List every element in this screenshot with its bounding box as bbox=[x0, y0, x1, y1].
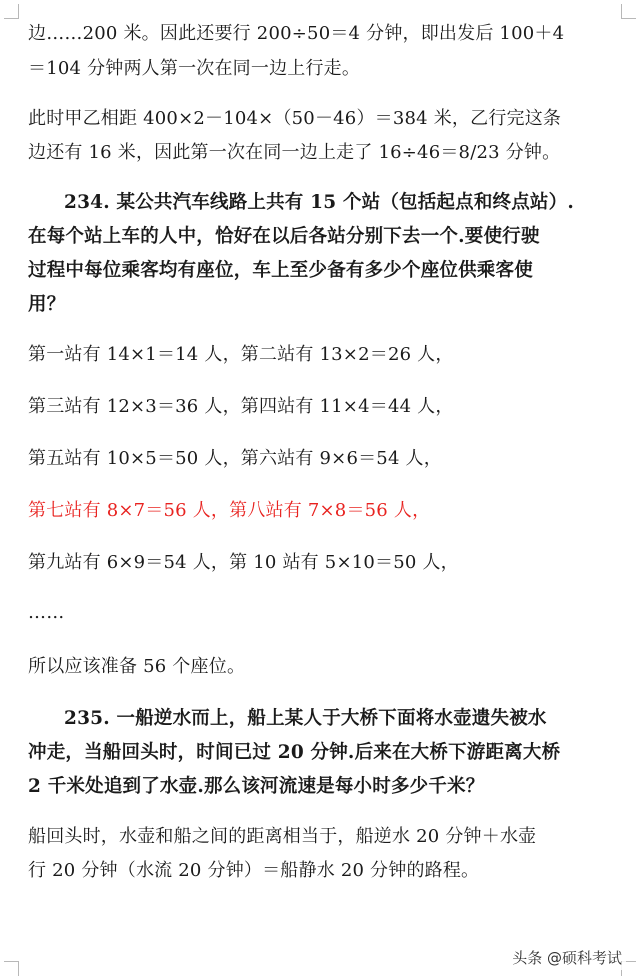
station-line-highlighted: 第七站有 8×7＝56 人，第八站有 7×8＝56 人， bbox=[28, 500, 431, 521]
page-corner-mark-top-right bbox=[621, 4, 636, 19]
problem-234-text: 过程中每位乘客均有座位，车上至少备有多少个座位供乘客使 bbox=[28, 260, 533, 281]
text-line: 边还有 16 米，因此第一次在同一边上走了 16÷46＝8/23 分钟。 bbox=[28, 142, 561, 163]
station-line: 第三站有 12×3＝36 人，第四站有 11×4＝44 人， bbox=[28, 396, 454, 417]
text-line: ＝104 分钟两人第一次在同一边上行走。 bbox=[28, 58, 361, 79]
station-line: 第九站有 6×9＝54 人，第 10 站有 5×10＝50 人， bbox=[28, 552, 459, 573]
problem-234-text: 用？ bbox=[28, 294, 66, 315]
watermark-label: 头条 @硕科考试 bbox=[508, 945, 626, 970]
page-corner-mark-top-left bbox=[4, 4, 19, 19]
problem-234-text: 在每个站上车的人中，恰好在以后各站分别下去一个.要使行驶 bbox=[28, 226, 540, 247]
problem-234-title: 234. 某公共汽车线路上共有 15 个站（包括起点和终点站）. bbox=[64, 192, 574, 213]
solution-line: 行 20 分钟（水流 20 分钟）＝船静水 20 分钟的路程。 bbox=[28, 860, 480, 881]
text-line: 边……200 米。因此还要行 200÷50＝4 分钟，即出发后 100＋4 bbox=[28, 23, 565, 44]
page-corner-mark-bottom-left bbox=[4, 961, 19, 976]
solution-line: 船回头时，水壶和船之间的距离相当于，船逆水 20 分钟＋水壶 bbox=[28, 826, 537, 847]
problem-235-text: 冲走，当船回头时，时间已过 20 分钟.后来在大桥下游距离大桥 bbox=[28, 742, 561, 763]
problem-235-text: 2 千米处追到了水壶.那么该河流速是每小时多少千米？ bbox=[28, 776, 485, 797]
station-line: 第五站有 10×5＝50 人，第六站有 9×6＝54 人， bbox=[28, 448, 442, 469]
conclusion-line: 所以应该准备 56 个座位。 bbox=[28, 656, 246, 677]
problem-235-title: 235. 一船逆水而上，船上某人于大桥下面将水壶遗失被水 bbox=[64, 708, 547, 729]
text-line: 此时甲乙相距 400×2－104×（50－46）＝384 米，乙行完这条 bbox=[28, 108, 562, 129]
station-line: 第一站有 14×1＝14 人，第二站有 13×2＝26 人， bbox=[28, 344, 454, 365]
ellipsis-line: …… bbox=[28, 602, 65, 623]
